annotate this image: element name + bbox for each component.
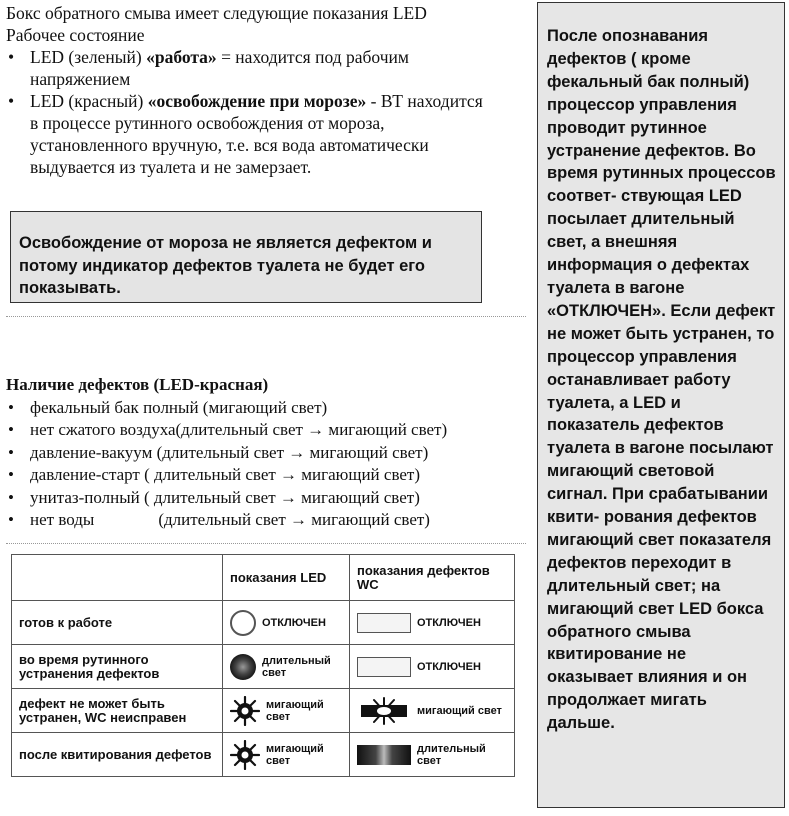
intro-bullet: • LED (зеленый) «работа» = находится под рабочим напряжением: [6, 46, 506, 90]
wc-off-rect-icon: [357, 613, 411, 633]
table-row: [12, 733, 515, 777]
intro-section: [6, 2, 506, 178]
led-cell: мигающий свет: [223, 689, 350, 733]
table-header-empty: [12, 555, 223, 601]
defect-item: • фекальный бак полный (мигающий свет): [6, 397, 526, 420]
sidebar-note-text: После опознавания дефектов ( кроме фекальный бак полный) процессор управления проводит рутинное устранение дефектов. Во время рутинных процессов соответ- ствующая LED посылает длительный свет, а внешняя информация о дефектах туалета в вагоне «ОТКЛЮЧЕН». Если дефект не может быть устранен, то процессор управления останавливает работу туалета, а LED и показатель дефектов туалета в вагоне посылают мигающий световой сигнал. При срабатывании квити- рования дефектов мигающий свет показателя дефектов переходит в длительный свет; на мигающий свет LED бокса обратного смыва квитирование не оказывает влияния и он продолжает мигать дальше.: [547, 27, 776, 733]
led-cell: длительный свет: [223, 645, 350, 689]
intro-line-1: Бокс обратного смыва имеет следующие показания LED: [6, 3, 427, 23]
row-label: после квитирования дефетов: [12, 733, 223, 777]
wc-cell: мигающий свет: [350, 689, 515, 733]
wc-off-rect-icon: [357, 657, 411, 677]
table-row: [12, 689, 515, 733]
table-header-led: показания LED: [223, 555, 350, 601]
divider: [6, 316, 526, 317]
wc-cell: длительный свет: [350, 733, 515, 777]
wc-blink-rect-icon: [357, 697, 411, 725]
divider: [6, 543, 526, 544]
intro-bullet: • LED (красный) «освобождение при морозе» - ВТ находится в процессе рутинного освобождения от мороза, установленного вручную, т.е. вся вода автоматически выдувается из туалета и не замерзает.: [6, 90, 492, 178]
led-cell: ОТКЛЮЧЕН: [223, 601, 350, 645]
table-header-row: [12, 555, 515, 601]
defect-item: • давление-старт ( длительный свет → мигающий свет): [6, 464, 526, 487]
table-header-wc: показания дефектов WC: [350, 555, 515, 601]
intro-bullets: [6, 46, 506, 178]
indicator-table: [11, 554, 515, 777]
led-steady-circle-icon: [230, 654, 256, 680]
row-label: во время рутинного устранения дефектов: [12, 645, 223, 689]
wc-cell: ОТКЛЮЧЕН: [350, 601, 515, 645]
defect-item: • давление-вакуум (длительный свет → мигающий свет): [6, 442, 526, 465]
frost-note-text: Освобождение от мороза не является дефектом и потому индикатор дефектов туалета не будет его показывать.: [19, 234, 432, 297]
wc-cell: ОТКЛЮЧЕН: [350, 645, 515, 689]
defects-list: [6, 397, 526, 532]
table-row: [12, 601, 515, 645]
led-off-circle-icon: [230, 610, 256, 636]
defect-item: • нет сжатого воздуха(длительный свет → мигающий свет): [6, 419, 526, 442]
frost-note-box: [10, 211, 482, 303]
defects-section: [6, 374, 526, 532]
led-blink-star-icon: [230, 696, 260, 726]
intro-line-2: Рабочее состояние: [6, 25, 145, 45]
row-label: дефект не может быть устранен, WC неисправен: [12, 689, 223, 733]
table-row: [12, 645, 515, 689]
sidebar-note-box: [537, 2, 785, 808]
defects-heading: Наличие дефектов (LED-красная): [6, 375, 269, 394]
led-cell: мигающий свет: [223, 733, 350, 777]
wc-steady-rect-icon: [357, 745, 411, 765]
row-label: готов к работе: [12, 601, 223, 645]
defect-item: • унитаз-полный ( длительный свет → мигающий свет): [6, 487, 526, 510]
led-blink-star-icon: [230, 740, 260, 770]
defect-item: • нет воды (длительный свет → мигающий свет): [6, 509, 526, 532]
